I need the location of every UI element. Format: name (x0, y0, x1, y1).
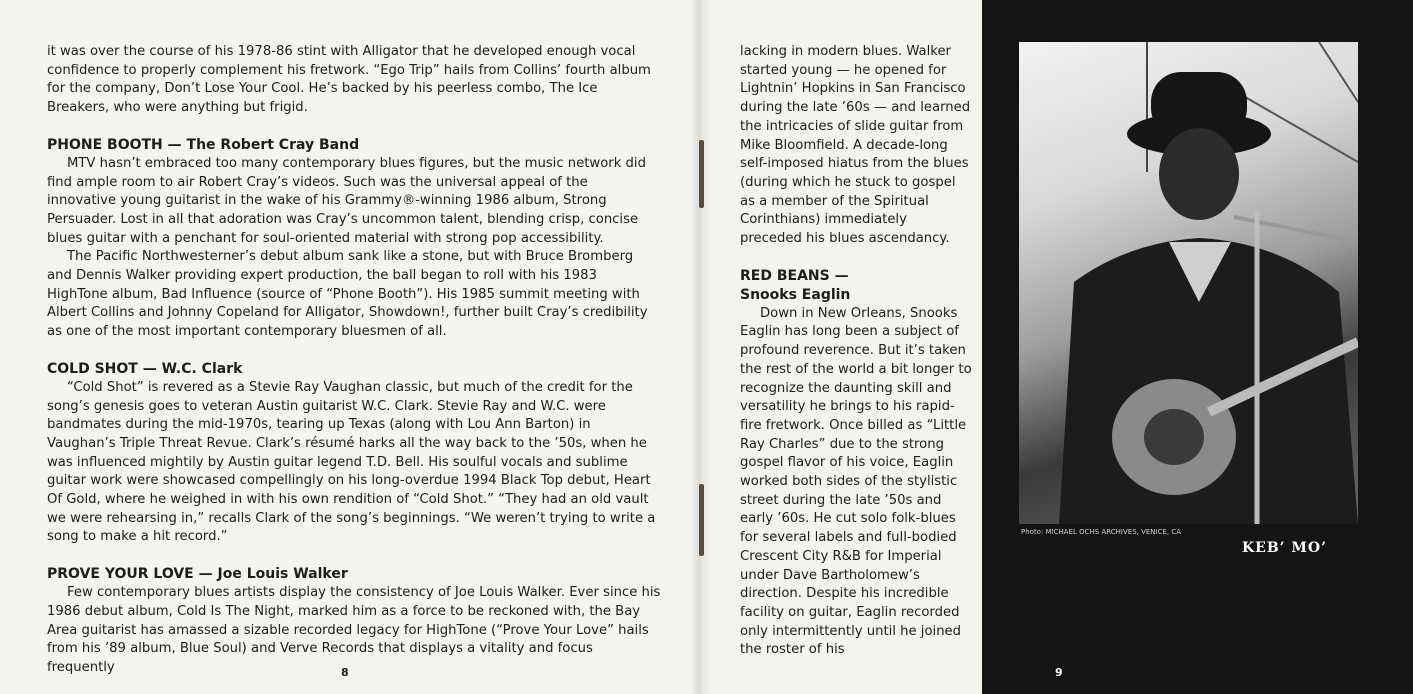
section-heading-prove-your-love: PROVE YOUR LOVE — Joe Louis Walker (47, 566, 348, 583)
staple-bottom (699, 484, 704, 556)
photo-illustration (1019, 42, 1358, 524)
section-paragraph: Few contemporary blues artists display the consistency of Joe Louis Walker. Ever since his 1986 debut album, Cold Is The Night, marked him as a force to be reckoned with, the Bay Area guitarist has amassed a sizable recorded legacy for HighTone (“Prove Your Love” hails from his ’89 album, Blue Soul) and Verve Records that displays a vitality and focus frequently (47, 585, 661, 675)
right-page (982, 0, 1413, 694)
section-paragraph: MTV hasn’t embraced too many contemporary blues figures, but the music network did find ample room to air Robert Cray’s videos. Such was the universal appeal of the innovative young guitarist in the wake of his Grammy®-winning 1986 album, Strong Persuader. Lost in all that adoration was Cray’s uncommon talent, blending crisp, concise blues guitar with a penchant for soul-oriented material with strong pop accessibility. (47, 155, 646, 246)
photo-credit: Photo: MICHAEL OCHS ARCHIVES, VENICE, CA (1021, 528, 1182, 536)
section-heading-cold-shot: COLD SHOT — W.C. Clark (47, 360, 243, 377)
section-heading-phone-booth: PHONE BOOTH — The Robert Cray Band (47, 136, 360, 153)
section-heading-red-beans: RED BEANS — (740, 267, 849, 284)
artist-photo (1019, 42, 1358, 524)
intro-paragraph: it was over the course of his 1978-86 stint with Alligator that he developed enough vocal confidence to properly complement his fretwork. “Ego Trip” hails from Collins’ fourth album for the company, Don’t Lose Your Cool. He’s backed by his peerless combo, The Ice Breakers, who were anything but frigid. (47, 44, 651, 116)
page-number-right: 9 (1055, 666, 1063, 679)
left-page (0, 0, 700, 694)
section-paragraph: Down in New Orleans, Snooks Eaglin has long been a subject of profound reverence. But it’s taken the rest of the world a bit longer to recognize the daunting skill and versatility he brings to his rapid-fire fretwork. Once billed as “Little Ray Charles” due to the strong gospel flavor of his voice, Eaglin worked both sides of the stylistic street during the late ’50s and early ’60s. He cut solo folk-blues for several labels and full-bodied Crescent City R&B for Imperial under Dave Bartholomew’s direction. Despite his incredible facility on guitar, Eaglin recorded only intermittently until he joined the roster of his (740, 305, 972, 658)
page-number-left: 8 (341, 666, 349, 679)
continuation-paragraph: lacking in modern blues. Walker started young — he opened for Lightnin’ Hopkins in San Francisco during the late ’60s — and learned the intricacies of slide guitar from Mike Bloomfield. A decade-long self-imposed hiatus from the blues (during which he stuck to gospel as a member of the Spiritual Corinthians) immediately preceded his blues ascendancy. (740, 44, 971, 247)
photo-caption: KEB’ MO’ (1242, 540, 1327, 556)
section-paragraph: The Pacific Northwesterner’s debut album sank like a stone, but with Bruce Bromberg and Dennis Walker providing expert production, the ball began to roll with his 1983 HighTone album, Bad Influence (source of “Phone Booth”). His 1985 summit meeting with Albert Collins and Johnny Copeland for Alligator, Showdown!, further built Cray’s credibility as one of the most important contemporary bluesmen of all. (47, 249, 648, 340)
staple-top (699, 140, 704, 208)
left-column (47, 43, 661, 678)
book-gutter (690, 0, 712, 694)
middle-page (700, 0, 982, 694)
middle-column (740, 43, 972, 660)
section-paragraph: “Cold Shot” is revered as a Stevie Ray Vaughan classic, but much of the credit for the song’s genesis goes to veteran Austin guitarist W.C. Clark. Stevie Ray and W.C. were bandmates during the mid-1970s, tearing up Texas (along with Lou Ann Barton) in Vaughan’s Triple Threat Revue. Clark’s résumé harks all the way back to the ’50s, when he was influenced mightily by Austin guitar legend T.D. Bell. His soulful vocals and sublime guitar work were showcased compellingly on his long-overdue 1994 Black Top debut, Heart Of Gold, where he weighed in with his own rendition of “Cold Shot.” “They had an old vault we were rehearsing in,” recalls Clark of the song’s beginnings. “We weren’t trying to write a song to make a hit record.” (47, 379, 656, 545)
section-heading-artist: Snooks Eaglin (740, 286, 851, 303)
